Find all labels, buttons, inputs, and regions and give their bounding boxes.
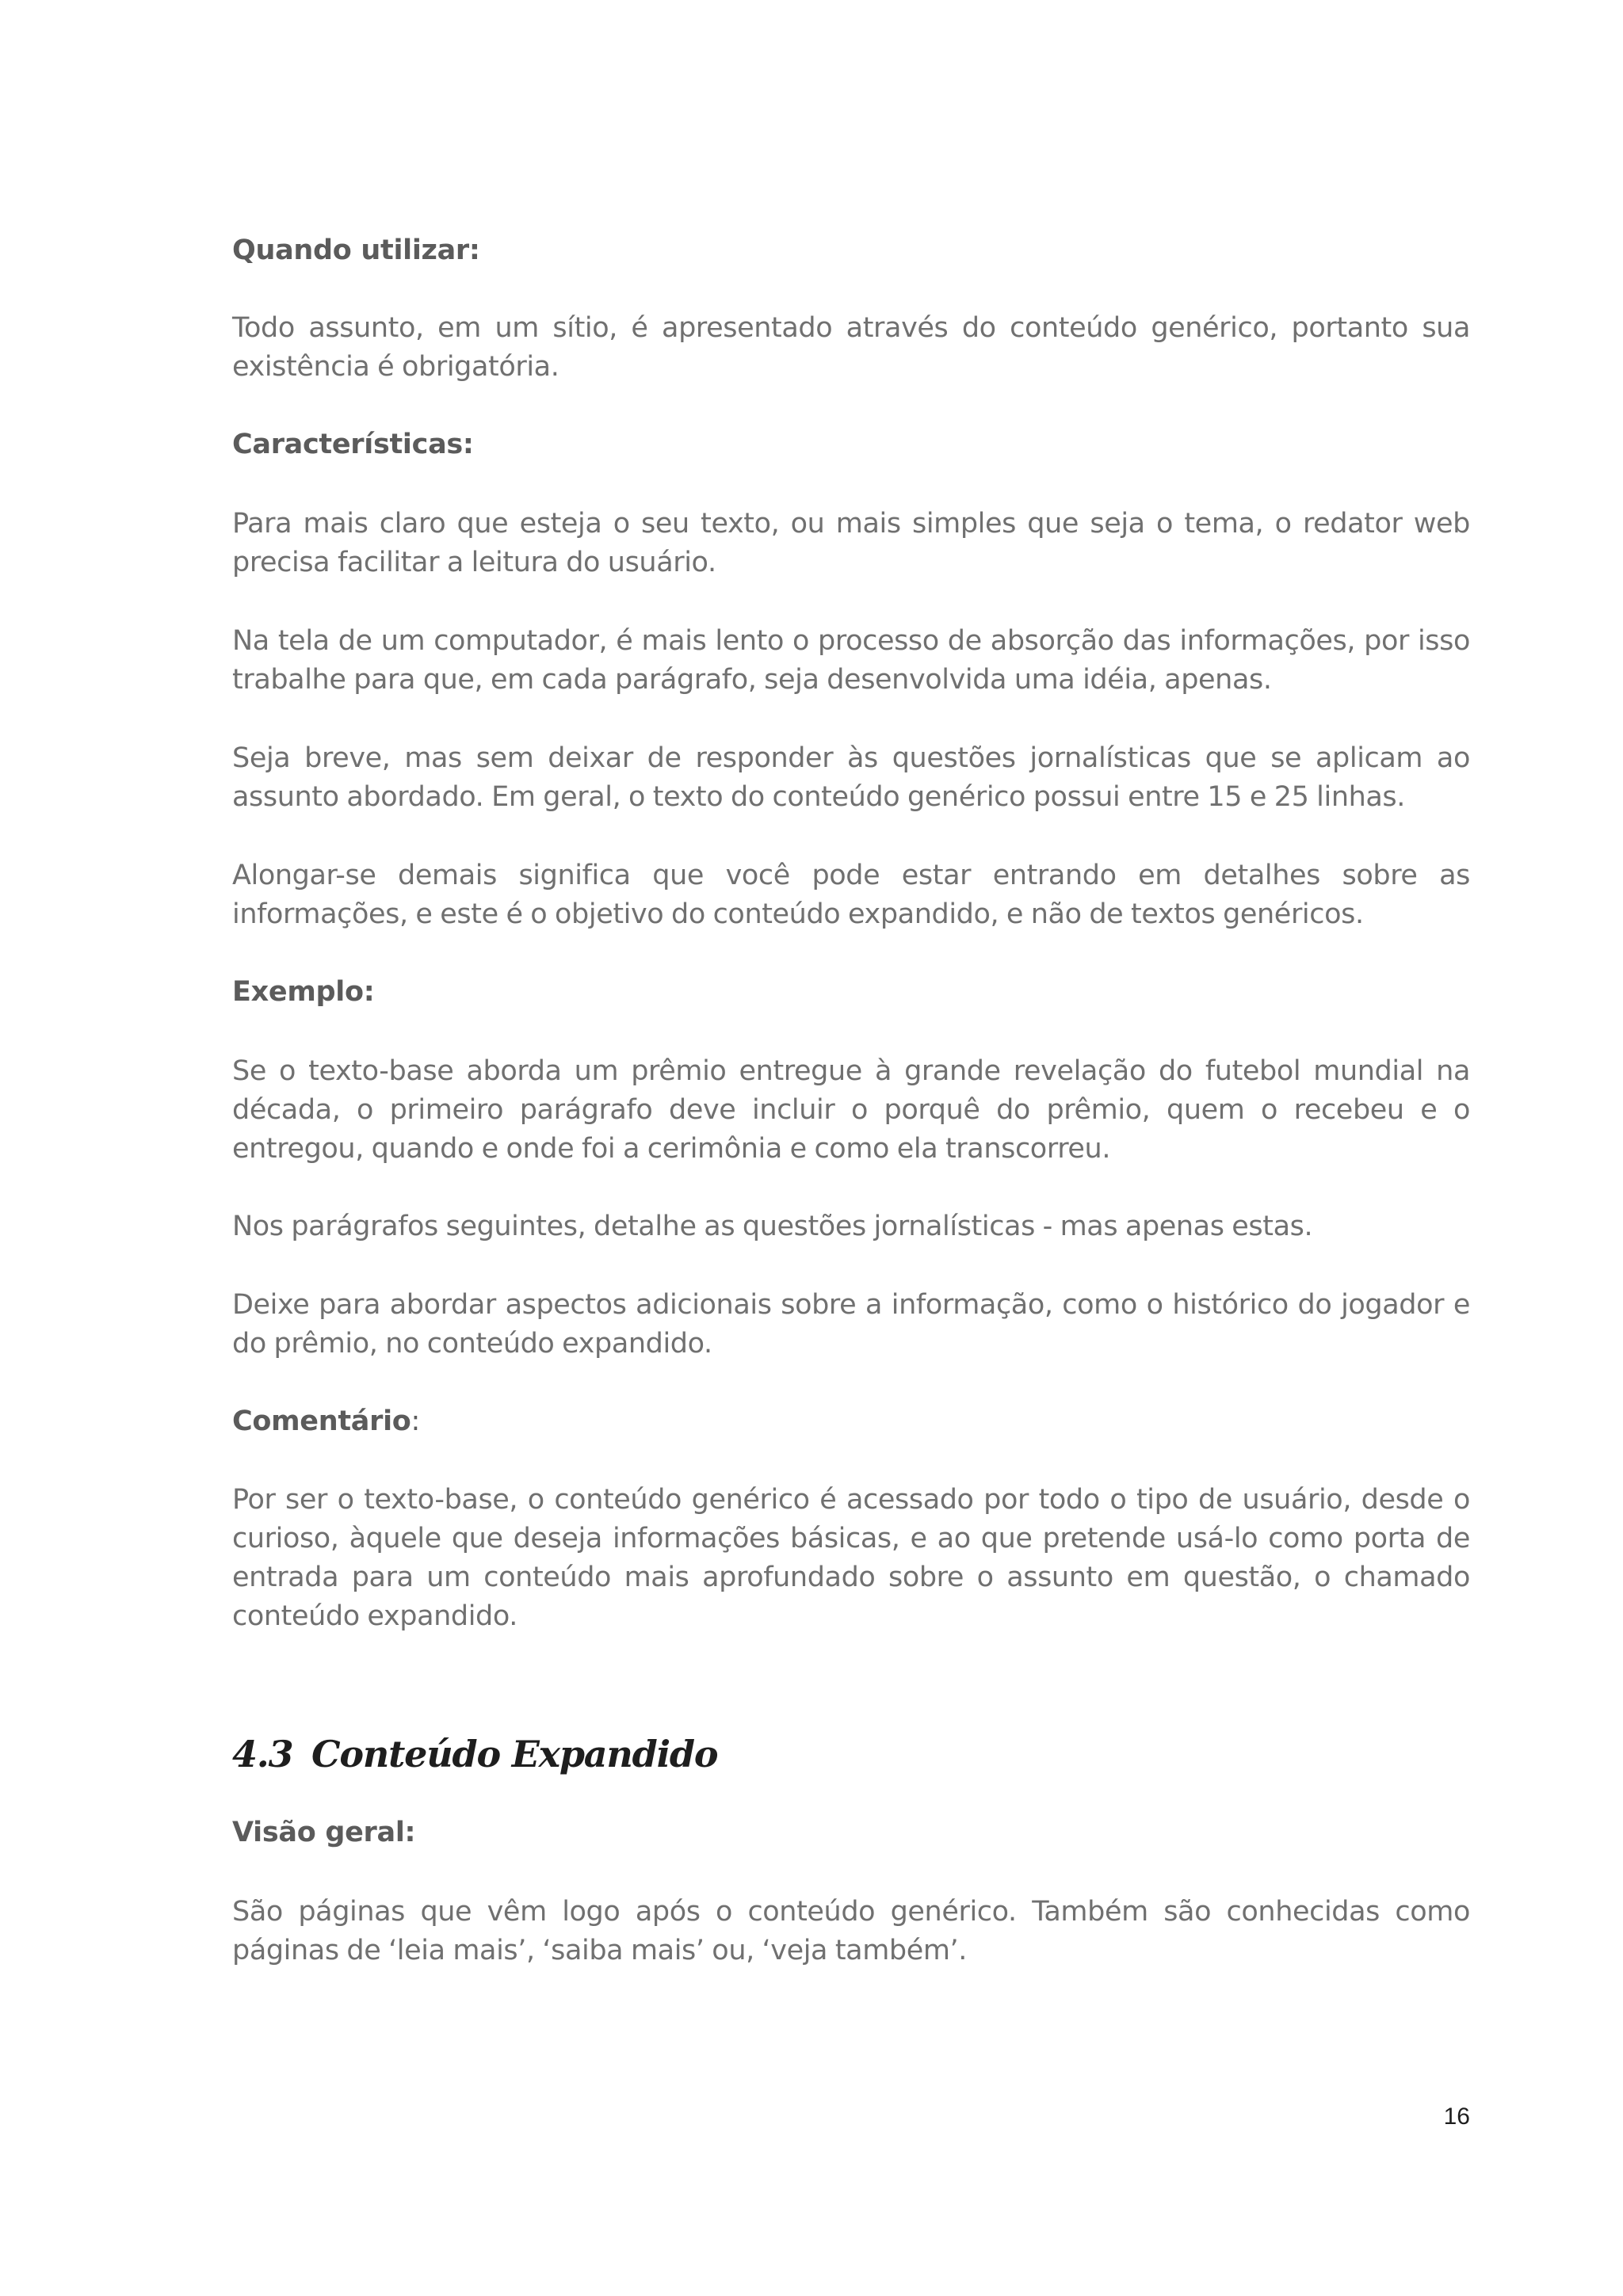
section-title: Conteúdo Expandido (311, 1733, 718, 1775)
paragraph-caracteristicas-4: Alongar-se demais significa que você pode estar entrando em detalhes sobre as informações, e este é o objetivo do conteúdo expandido, e não de textos genéricos. (232, 860, 1470, 930)
paragraph-comentario: Por ser o texto-base, o conteúdo genérico é acessado por todo o tipo de usuário, desde o curioso, àquele que deseja informações básicas, e ao que pretende usá-lo como porta de entrada para um conteúdo mais aprofundado sobre o assunto em questão, o chamado conteúdo expandido. (232, 1484, 1470, 1632)
paragraph-exemplo-2: Nos parágrafos seguintes, detalhe as questões jornalísticas - mas apenas estas. (232, 1211, 1313, 1242)
section-number: 4.3 (232, 1733, 293, 1775)
label-quando-utilizar: Quando utilizar: (232, 235, 480, 266)
label-comentario-colon: : (411, 1405, 421, 1437)
paragraph-caracteristicas-2: Na tela de um computador, é mais lento o processo de absorção das informações, por isso trabalhe para que, em cada parágrafo, seja desenvolvida uma idéia, apenas. (232, 625, 1470, 696)
page-number: 16 (1443, 2103, 1470, 2130)
label-visao-geral: Visão geral: (232, 1817, 416, 1848)
paragraph-exemplo-1: Se o texto-base aborda um prêmio entregue à grande revelação do futebol mundial na década, o primeiro parágrafo deve incluir o porquê do prêmio, quem o recebeu e o entregou, quando e onde foi a cerimônia e como ela transcorreu. (232, 1055, 1470, 1165)
section-heading (232, 1730, 1470, 1778)
paragraph-caracteristicas-1: Para mais claro que esteja o seu texto, ou mais simples que seja o tema, o redator web precisa facilitar a leitura do usuário. (232, 508, 1470, 578)
label-caracteristicas: Características: (232, 429, 474, 460)
label-comentario (232, 1402, 1470, 1441)
paragraph-visao-geral: São páginas que vêm logo após o conteúdo genérico. Também são conhecidas como páginas de ‘leia mais’, ‘saiba mais’ ou, ‘veja também’. (232, 1896, 1470, 1966)
label-comentario-text: Comentário (232, 1405, 411, 1437)
paragraph-caracteristicas-3: Seja breve, mas sem deixar de responder às questões jornalísticas que se aplicam ao assunto abordado. Em geral, o texto do conteúdo genérico possui entre 15 e 25 linhas. (232, 742, 1470, 813)
label-exemplo: Exemplo: (232, 976, 375, 1008)
paragraph-quando-utilizar: Todo assunto, em um sítio, é apresentado através do conteúdo genérico, portanto sua existência é obrigatória. (232, 312, 1470, 383)
paragraph-exemplo-3: Deixe para abordar aspectos adicionais sobre a informação, como o histórico do jogador e do prêmio, no conteúdo expandido. (232, 1289, 1470, 1360)
